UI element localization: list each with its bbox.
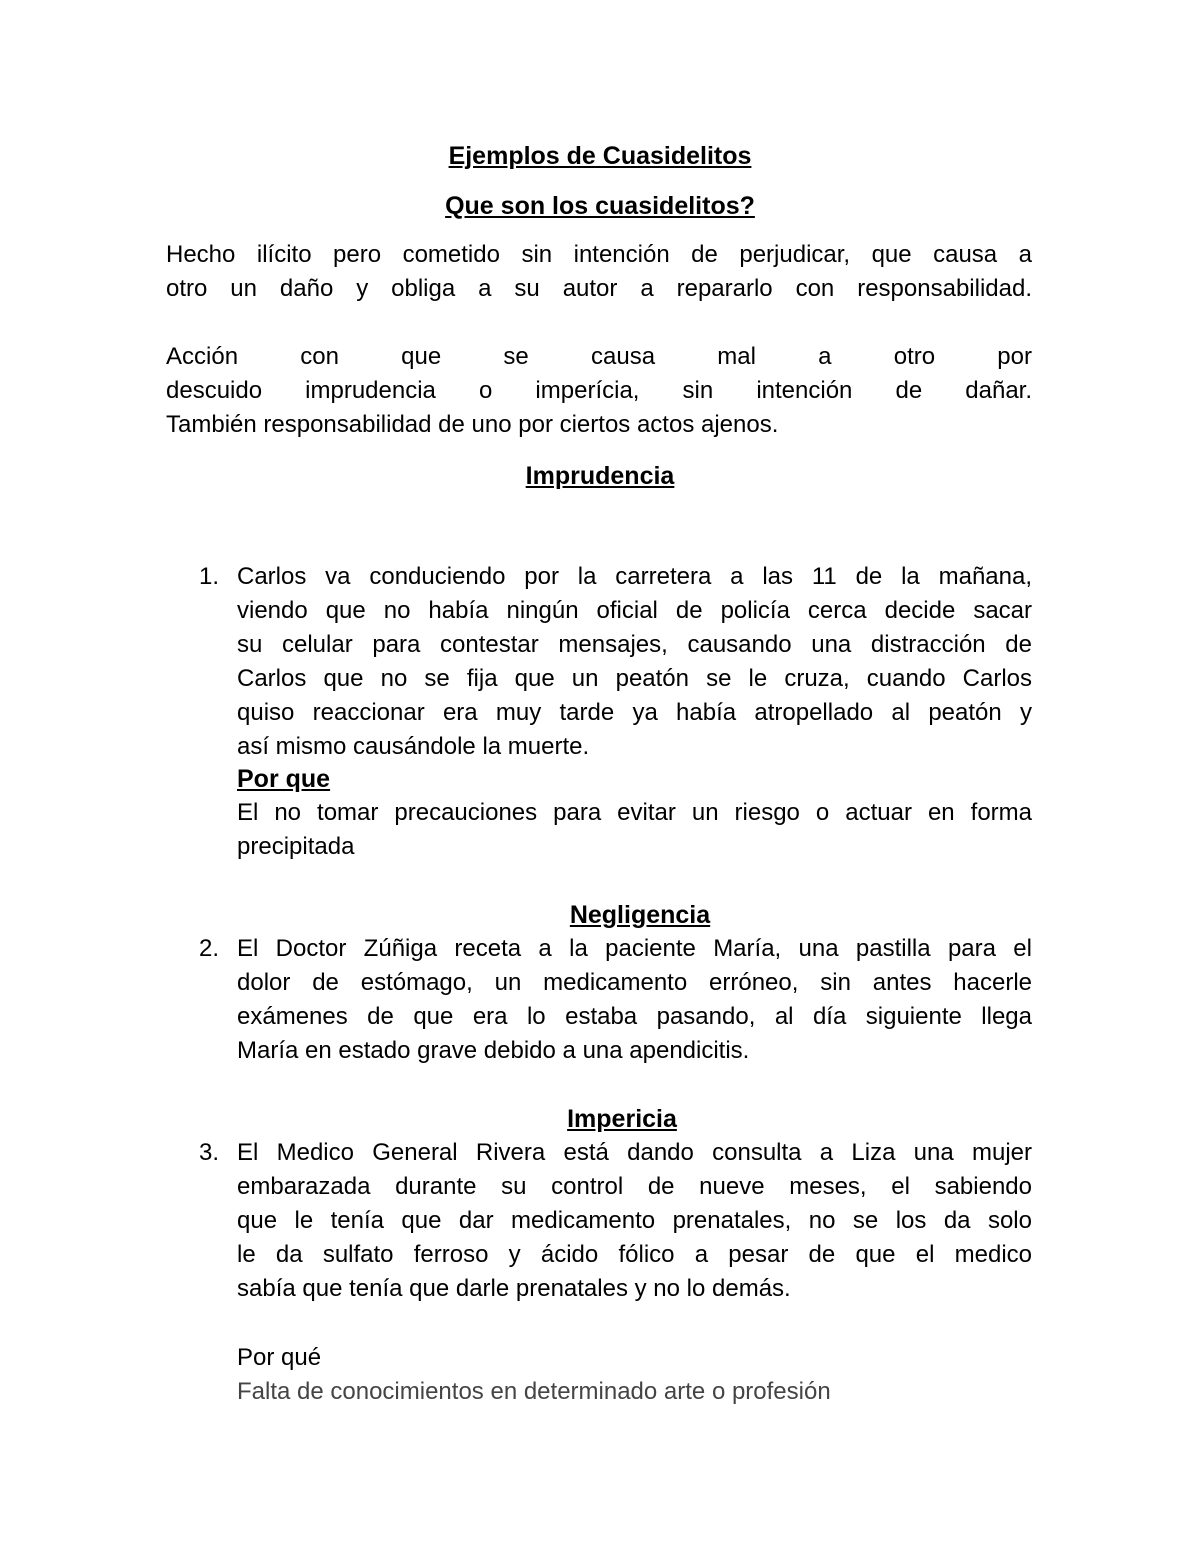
list-item-line: dolor de estómago, un medicamento erróneo, sin antes hacerle: [237, 969, 1032, 996]
list-item-imprudencia: [237, 560, 1032, 764]
section-heading-impericia: Impericia: [567, 1105, 677, 1133]
definition-1-line-1: Hecho ilícito pero cometido sin intención de perjudicar, que causa a: [166, 241, 1032, 268]
list-item-line: sabía que tenía que darle prenatales y no lo demás.: [237, 1275, 791, 1302]
list-number-2: 2.: [199, 935, 220, 962]
question-heading: Que son los cuasidelitos?: [445, 192, 755, 220]
why-text-impericia: Falta de conocimientos en determinado arte o profesión: [237, 1378, 831, 1405]
list-item-line: El Doctor Zúñiga receta a la paciente María, una pastilla para el: [237, 935, 1032, 962]
list-number-1: 1.: [199, 563, 220, 590]
list-number-3: 3.: [199, 1139, 220, 1166]
list-item-line: María en estado grave debido a una apendicitis.: [237, 1037, 750, 1064]
list-item-line: le da sulfato ferroso y ácido fólico a pesar de que el medico: [237, 1241, 1032, 1268]
why-line: El no tomar precauciones para evitar un riesgo o actuar en forma: [237, 799, 1032, 826]
list-item-line: Carlos va conduciendo por la carretera a las 11 de la mañana,: [237, 563, 1032, 590]
definition-paragraph-1: [166, 238, 1032, 306]
section-heading-negligencia: Negligencia: [569, 901, 711, 929]
why-heading-impericia: Por qué: [237, 1344, 322, 1371]
list-item-line: El Medico General Rivera está dando consulta a Liza una mujer: [237, 1139, 1032, 1166]
list-item-negligencia: [237, 932, 1032, 1068]
why-text-imprudencia: [237, 796, 1032, 864]
why-heading-imprudencia: Por que: [237, 765, 331, 793]
list-item-line: que le tenía que dar medicamento prenatales, no se los da solo: [237, 1207, 1032, 1234]
definition-2-line-1: Acción con que se causa mal a otro por: [166, 343, 1032, 370]
list-item-line: embarazada durante su control de nueve meses, el sabiendo: [237, 1173, 1032, 1200]
definition-1-line-2: otro un daño y obliga a su autor a repararlo con responsabilidad.: [166, 275, 1032, 302]
list-item-line: su celular para contestar mensajes, causando una distracción de: [237, 631, 1032, 658]
list-item-line: así mismo causándole la muerte.: [237, 733, 590, 760]
list-item-impericia: [237, 1136, 1032, 1306]
definition-paragraph-2: [166, 340, 1032, 442]
list-item-line: viendo que no había ningún oficial de policía cerca decide sacar: [237, 597, 1032, 624]
list-item-line: Carlos que no se fija que un peatón se le cruza, cuando Carlos: [237, 665, 1032, 692]
list-item-line: exámenes de que era lo estaba pasando, al día siguiente llega: [237, 1003, 1032, 1030]
definition-2-line-3: También responsabilidad de uno por ciertos actos ajenos.: [166, 411, 779, 438]
why-line: precipitada: [237, 833, 355, 860]
section-heading-imprudencia: Imprudencia: [525, 462, 675, 490]
document-title: Ejemplos de Cuasidelitos: [448, 142, 752, 170]
definition-2-line-2: descuido imprudencia o imperícia, sin intención de dañar.: [166, 377, 1032, 404]
list-item-line: quiso reaccionar era muy tarde ya había atropellado al peatón y: [237, 699, 1032, 726]
